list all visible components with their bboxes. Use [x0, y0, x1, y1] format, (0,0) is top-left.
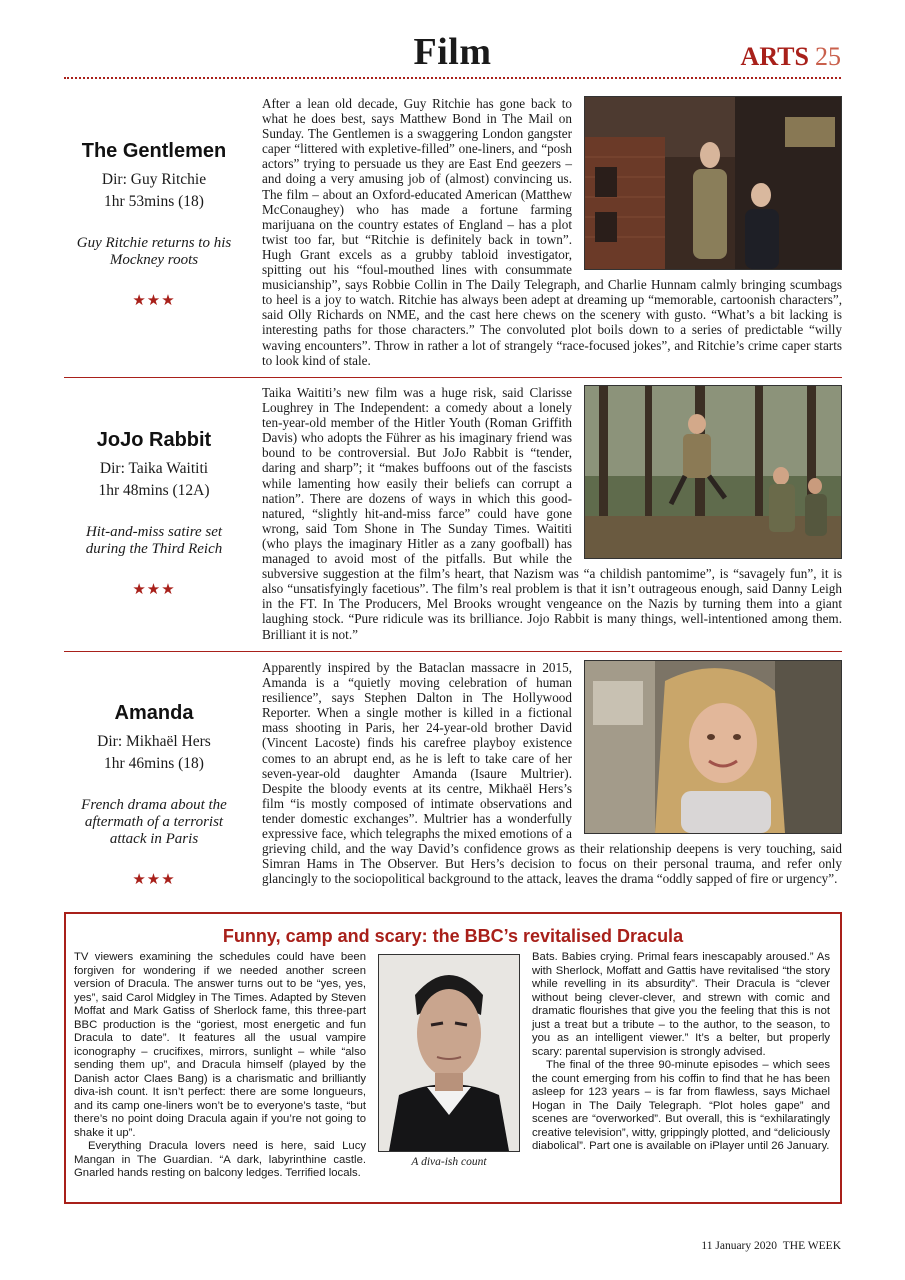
issue-date: 11 January 2020	[701, 1240, 778, 1252]
feature-left-column	[74, 951, 366, 1181]
dracula-photo	[378, 954, 520, 1152]
star-rating: ★★★	[132, 872, 176, 888]
footer	[701, 1240, 841, 1252]
feature-paragraph: Everything Dracula lovers need is here, said Lucy Mangan in The Guardian. “A dark, labyrinthine castle. Gnarled hands resting on balcony ledges. Terrified locals.	[74, 1140, 366, 1179]
film-title: The Gentlemen	[81, 140, 227, 162]
header-divider	[64, 77, 841, 79]
film-title: JoJo Rabbit	[96, 429, 212, 451]
section-name: ARTS	[740, 42, 809, 71]
page-title: Film	[413, 31, 492, 73]
feature-paragraph: Bats. Babies crying. Primal fears inescapably aroused.” As with Sherlock, Moffatt and Gattis have revitalised “the story while revelling in its absurdity”. Their Dracula is “clever without being clever-clever, and strewn with comic and dramatic flourishes that give you the feeling that this is not just a treat but a tribute – to the author, to the season, to you as an intelligent viewer.” It’s a belter, but properly scary: parental supervision is strongly advised.	[532, 951, 830, 1058]
review-meta	[64, 429, 244, 599]
film-director: Dir: Mikhaël Hers	[97, 733, 211, 750]
film-blurb: Hit-and-miss satire set during the Third Reich	[85, 524, 223, 557]
film-runtime: 1hr 53mins (18)	[104, 193, 204, 210]
star-rating: ★★★	[132, 293, 176, 309]
review-body	[262, 660, 842, 886]
page-number: 25	[815, 42, 841, 71]
section-label	[741, 42, 841, 72]
feature-title: Funny, camp and scary: the BBC’s revitalised Dracula	[222, 926, 684, 946]
review-divider	[64, 651, 842, 652]
photo-caption: A diva-ish count	[411, 1156, 487, 1168]
film-blurb: Guy Ritchie returns to his Mockney roots	[76, 235, 232, 268]
review-text: Apparently inspired by the Bataclan massacre in 2015, Amanda is a “quietly moving celebration of human resilience”, says Stephen Dalton in The Hollywood Reporter. When a single mother is killed in a fictional mass shooting in Paris, her 24-year-old brother David (Vincent Lacoste) finds his carefree playboy existence comes to an abrupt end, as he is left to take care of her seven-year-old daughter Amanda (Isaure Multrier). Despite the bloody events at its centre, Mikhaël Hers’s film “is mostly composed of intimate observations and tender domestic exchanges”. Multrier has a wonderfully expressive face, which telegraphs the mixed emotions of a grieving child, and the way David’s confidence grows as their relationship deepens is very touching, said Simran Hams in The Observer. But Hers’s decision to focus on their personal trauma, and refer only glancingly to the sociopolitical background to the attack, leaves the drama “oddly sapped of fire or urgency”.	[262, 660, 842, 887]
review-body	[262, 385, 842, 642]
film-still-jojo-rabbit	[584, 385, 842, 559]
feature-paragraph: The final of the three 90-minute episodes – which sees the count emerging from his coffin to find that he has been asleep for 123 years – is far from flawless, says Michael Hogan in The Daily Telegraph. “Plot holes gape” and scenes are “overworked”. But overall, this is “exhilaratingly creative television”, witty, grippingly plotted, and “deliciously diabolical”. Part one is available on iPlayer until 26 January.	[532, 1059, 830, 1152]
feature-paragraph: TV viewers examining the schedules could have been forgiven for wondering if we needed another screen version of Dracula. The answer turns out to be “yes, yes, yes”, said Carol Midgley in The Times. Adapted by Steven Moffat and Mark Gatiss of Sherlock fame, this three-part BBC production is the “goriest, most energetic and fun Dracula to date”. It features all the usual vampire iconography – crucifixes, mirrors, sunlight – while “also sending them up”, and Dracula himself (played by the Danish actor Claes Bang) is a charismatic and brilliantly diva-ish count. It isn’t perfect: there are some longueurs, and its camp one-liners won’t be to everyone’s taste, “but there’s no point doing Dracula again if you’re not going to shake it up”.	[74, 951, 366, 1139]
film-runtime: 1hr 46mins (18)	[104, 755, 204, 772]
feature-right-column	[532, 951, 830, 1154]
review-jojo-rabbit	[64, 385, 842, 647]
film-director: Dir: Taika Waititi	[99, 460, 209, 477]
publication-name: THE WEEK	[782, 1240, 841, 1252]
film-still-amanda	[584, 660, 842, 834]
review-body	[262, 96, 842, 368]
film-director: Dir: Guy Ritchie	[101, 171, 207, 188]
review-meta	[64, 140, 244, 310]
film-runtime: 1hr 48mins (12A)	[98, 482, 210, 499]
feature-box	[64, 912, 842, 1204]
review-divider	[64, 377, 842, 378]
film-still-gentlemen	[584, 96, 842, 270]
review-amanda	[64, 660, 842, 905]
review-the-gentlemen	[64, 96, 842, 374]
star-rating: ★★★	[132, 582, 176, 598]
review-text: Taika Waititi’s new film was a huge risk, said Clarisse Loughrey in The Independent: a comedy about a lonely ten-year-old member of the Hitler Youth (Roman Griffith Davis) who adopts the Führer as his imaginary friend was bound to be controversial. But JoJo Rabbit is “tender, daring and sharp”; it “makes buffoons out of the fascists while lamenting how easily their beliefs can corrupt a nation”. There are dozens of ways in which this good-natured, “slightly hit-and-miss farce” could have gone wrong, said Tom Shone in The Sunday Times. Waititi (who plays the imaginary Hitler as a zany goofball) has managed to avoid most of the pitfalls. But while the subversive suggestion at the film’s heart, that Nazism was “a childish pantomime”, is “savagely fun”, it is also “unsatisfyingly facetious”. The film’s real problem is that it isn’t outrageous enough, said Danny Leigh in the FT. In The Producers, Mel Brooks wrought vengeance on the Nazis by turning them into a giant laughing stock. “Pure ridicule was its brilliance. Jojo Rabbit is many things, well-intentioned among them. Brilliant it is not.”	[262, 385, 842, 642]
film-blurb: French drama about the aftermath of a terrorist attack in Paris	[81, 797, 227, 847]
film-title: Amanda	[114, 702, 194, 724]
review-meta	[64, 702, 244, 889]
review-text: After a lean old decade, Guy Ritchie has gone back to what he does best, says Matthew Bond in The Mail on Sunday. The Gentlemen is a swaggering London gangster caper “littered with expletive-filled” one-liners, and “posh actors” trying to persuade us they are East End geezers – and doing a very amusing job of (almost) convincing us. The film – about an Oxford-educated American (Matthew McConaughey) who has made a fortune farming marijuana on the country estates of England – has a plot twist too far, but “Ritchie is definitely back in town”. Hugh Grant excels as a grubby tabloid investigator, spitting out his “foul-mouthed lines with consummate musicianship”, says Robbie Collin in The Daily Telegraph, and Charlie Hunnam calmly bringing scumbags to heel is a joy to watch. Ritchie has always been adept at dreaming up “memorable, cartoonish characters”, said Olly Richards on NME, and the cast here chews on the scenery with gusto. “What’s a bit lacking is interesting paths for those characters.” The convoluted plot boils down to a series of predictable “willy waving encounters”. Throw in rather a lot of strangely “race-focused jokes”, and Ritchie’s crime caper starts to look kind of stale.	[262, 96, 842, 368]
